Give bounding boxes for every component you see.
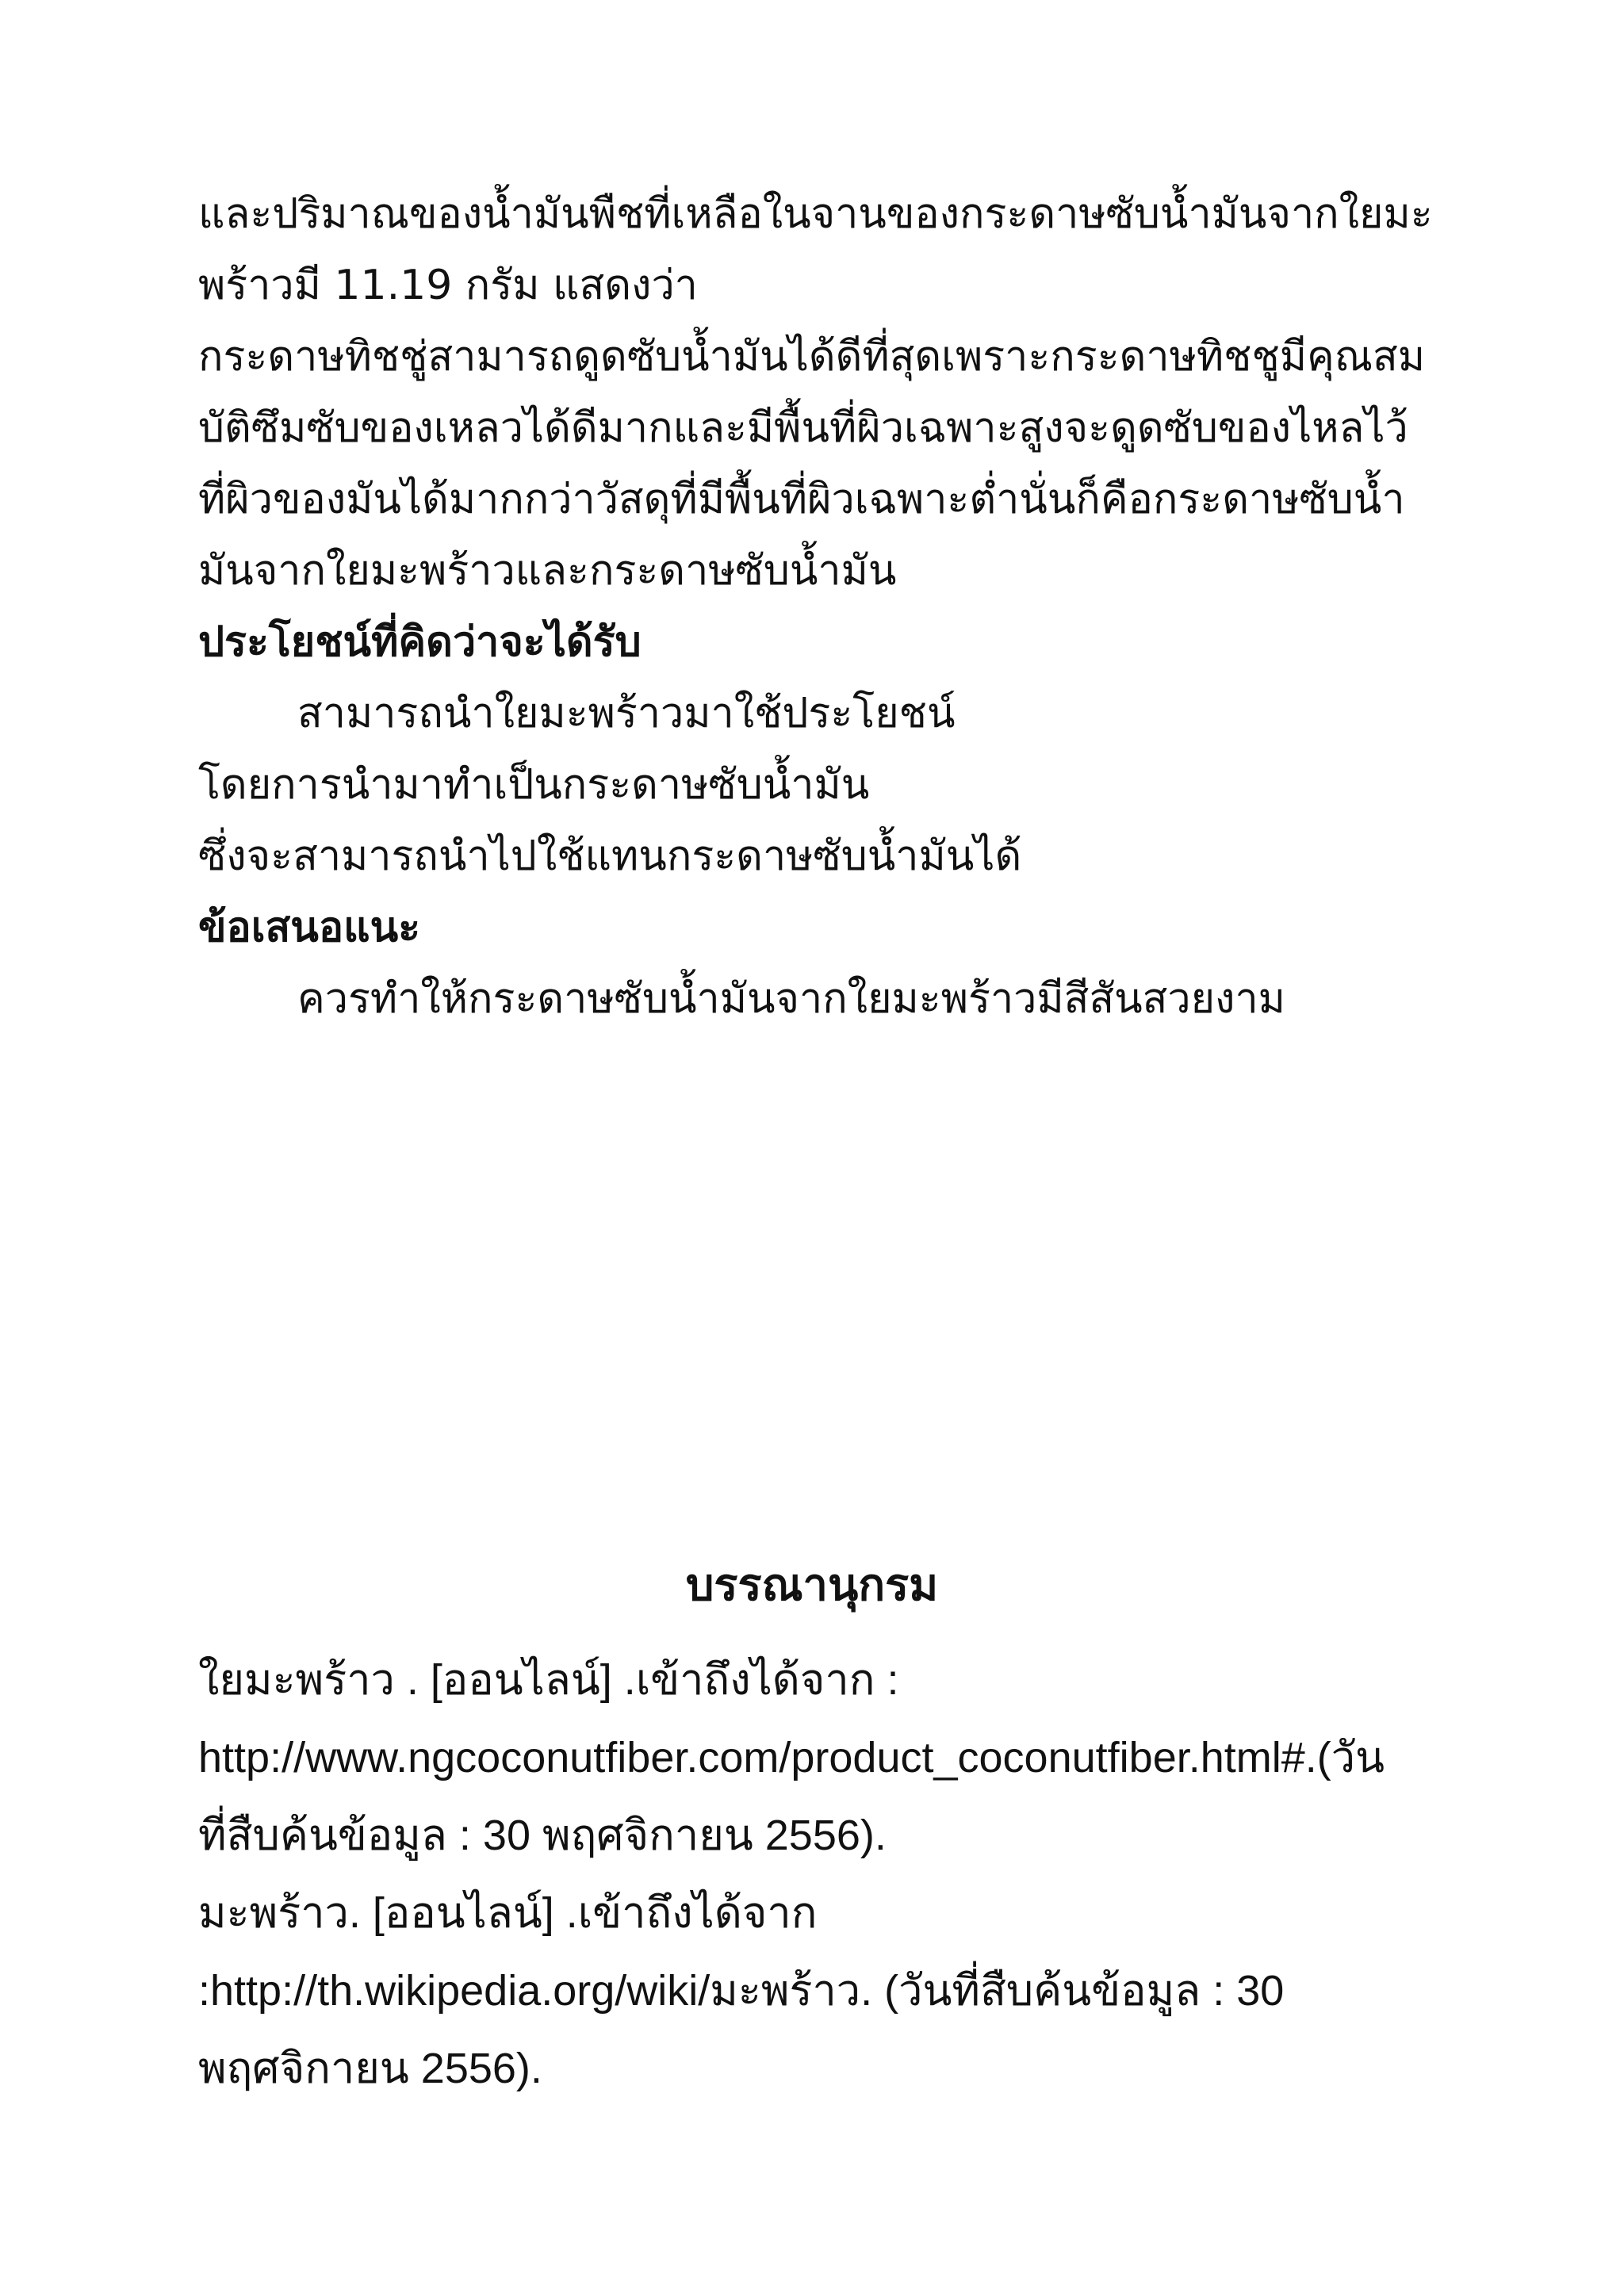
benefits-paragraph: [198, 678, 1435, 892]
benefits-heading: ประโยชน์ที่คิดว่าจะได้รับ: [198, 618, 642, 666]
suggestions-paragraph: [198, 963, 1435, 1035]
benefits-line: ซึ่งจะสามารถนำไปใช้แทนกระดาษซับน้ำมันได้: [198, 832, 1022, 880]
results-line: ที่ผิวของมันได้มากกว่าวัสดุที่มีพื้นที่ผิวเฉพาะต่ำนั่นก็คือกระดาษซับน้ำ: [198, 476, 1405, 523]
suggestions-line: ควรทำให้กระดาษซับน้ำมันจากใยมะพร้าวมีสีสันสวยงาม: [297, 975, 1285, 1023]
results-section: [198, 178, 1435, 1035]
results-line: พร้าวมี 11.19 กรัม แสดงว่า: [198, 262, 698, 309]
bibliography-line: http://www.ngcoconutfiber.com/product_coconutfiber.html#.(วัน: [198, 1734, 1385, 1781]
bibliography-line: ที่สืบค้นข้อมูล : 30 พฤศจิกายน 2556).: [198, 1812, 887, 1859]
bibliography-list: [198, 1641, 1467, 2107]
suggestions-heading: ข้อเสนอแนะ: [198, 904, 421, 951]
bibliography-line: ใยมะพร้าว . [ออนไลน์] .เข้าถึงได้จาก :: [198, 1656, 899, 1704]
benefits-line: สามารถนำใยมะพร้าวมาใช้ประโยชน์: [297, 690, 956, 737]
bibliography-line: พฤศจิกายน 2556).: [198, 2045, 542, 2092]
results-line: และปริมาณของน้ำมันพืชที่เหลือในจานของกระดาษซับน้ำมันจากใยมะ: [198, 190, 1433, 238]
bibliography-title: บรรณานุกรม: [685, 1559, 939, 1611]
results-line: บัติซึมซับของเหลวได้ดีมากและมีพื้นที่ผิวเฉพาะสูงจะดูดซับของไหลไว้: [198, 404, 1408, 452]
results-line: มันจากใยมะพร้าวและกระดาษซับน้ำมัน: [198, 547, 897, 595]
benefits-line: โดยการนำมาทำเป็นกระดาษซับน้ำมัน: [198, 761, 870, 809]
results-line: กระดาษทิชชู่สามารถดูดซับน้ำมันได้ดีที่สุดเพราะกระดาษทิชชูมีคุณสม: [198, 333, 1426, 381]
bibliography-line: :http://th.wikipedia.org/wiki/มะพร้าว. (วันที่สืบค้นข้อมูล : 30: [198, 1967, 1285, 2015]
results-paragraph: [198, 178, 1435, 607]
bibliography-line: มะพร้าว. [ออนไลน์] .เข้าถึงได้จาก: [198, 1889, 818, 1937]
